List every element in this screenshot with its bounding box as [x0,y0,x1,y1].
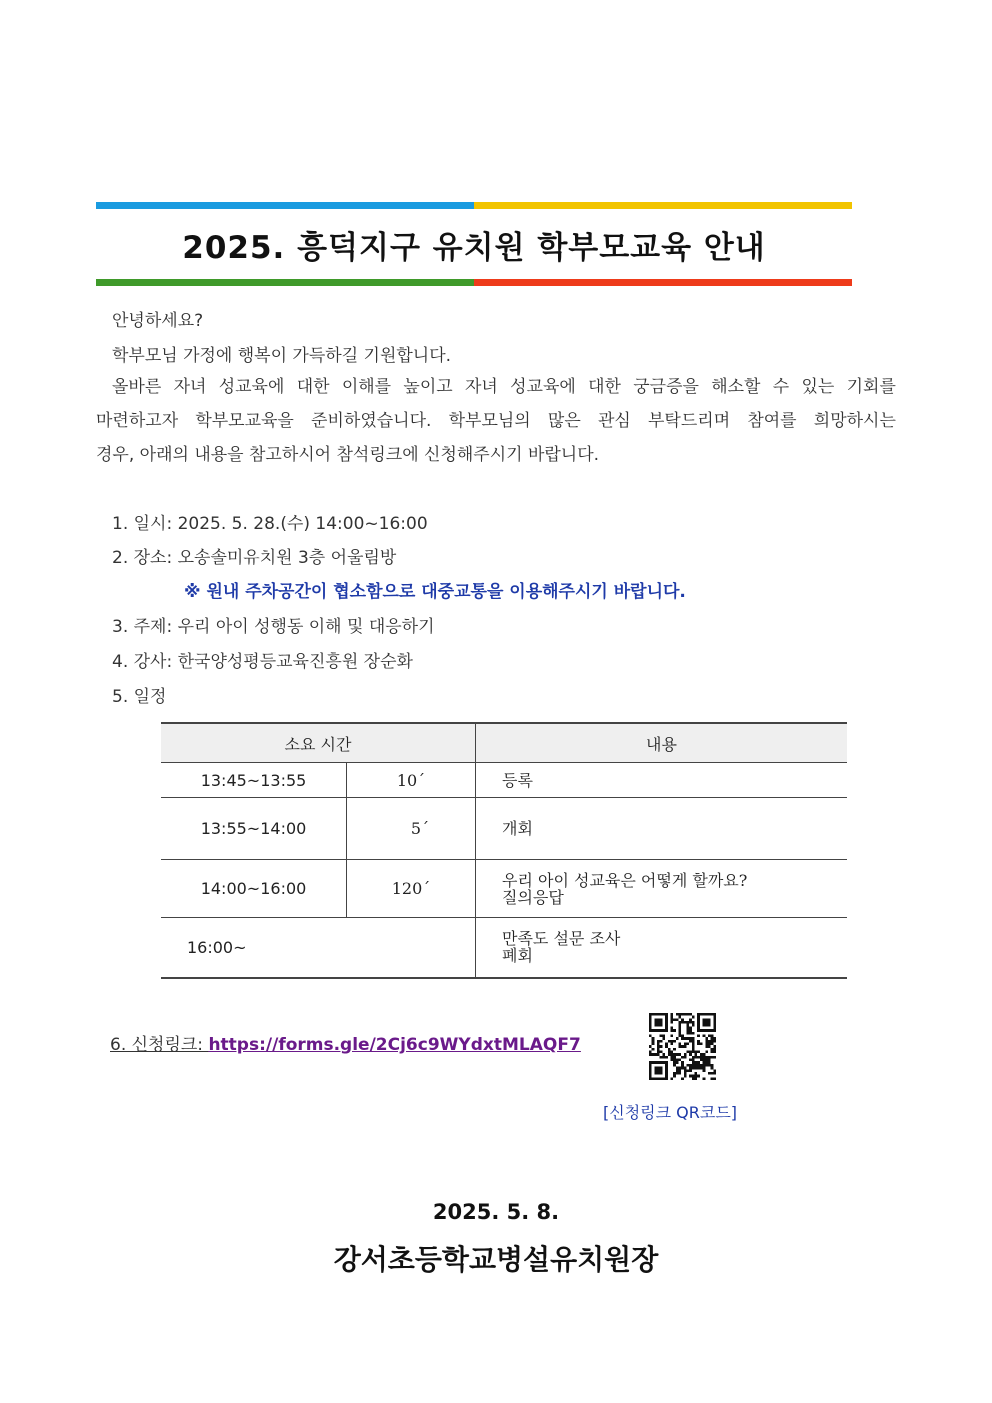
row-time: 13:55~14:00 [161,798,347,860]
item-speaker: 4. 강사: 한국양성평등교육진흥원 장순화 [112,652,413,672]
parking-notice: ※ 원내 주차공간이 협소함으로 대중교통을 이용해주시기 바랍니다. [184,582,686,602]
paragraph-word: 참여를 [747,411,797,431]
paragraph-word: 성교육에 [510,377,576,397]
paragraph-word: 부탁드리며 [648,411,731,431]
wish-text: 학부모님 가정에 행복이 가득하길 기원합니다. [112,346,452,366]
row-content [476,860,848,918]
bar-yellow-segment [474,202,852,209]
row-content [476,798,848,860]
paragraph-word: 학부모님의 [448,411,531,431]
paragraph-word: 마련하고자 [96,411,179,431]
paragraph-line-1 [96,370,896,404]
table-header-row [161,723,847,763]
content-line: 개회 [502,819,533,838]
registration-link-label: 6. 신청링크: [110,1035,209,1055]
page-title: 2025. 흥덕지구 유치원 학부모교육 안내 [182,230,766,266]
paragraph-word: 궁금증을 [633,377,699,397]
bar-green-segment [96,279,474,286]
qr-caption: [신청링크 QR코드] [603,1103,738,1122]
row-duration: 5´ [347,798,476,860]
table-row [161,763,847,798]
paragraph-word: 경우, 아래의 내용을 참고하시어 참석링크에 신청해주시기 바랍니다. [96,445,600,465]
content-line: 등록 [502,770,533,790]
row-duration: 10´ [347,763,476,798]
paragraph-word: 수 [772,377,790,397]
bar-red-segment [474,279,852,286]
row-duration: 120´ [347,860,476,918]
paragraph-word: 성교육에 [218,377,285,397]
header-top-bar [96,202,852,209]
table-row [161,860,847,918]
content-line: 우리 아이 성교육은 어떻게 할까요? [502,870,748,890]
bar-blue-segment [96,202,474,209]
schedule-table [161,722,847,979]
row-time: 13:45~13:55 [161,763,347,798]
header-duration: 소요 시간 [161,723,476,763]
paragraph-line-3 [96,438,896,472]
paragraph-word: 많은 [547,411,581,431]
paragraph-word: 대한 [296,377,330,397]
paragraph-line-2 [96,404,896,438]
paragraph-word: 이해를 [341,377,392,397]
paragraph-word: 관심 [597,411,631,431]
paragraph-word: 올바른 [112,377,162,397]
row-content [476,918,848,978]
registration-link[interactable]: https://forms.gle/2Cj6c9WYdxtMLAQF7 [208,1035,581,1055]
paragraph-word: 대한 [588,377,621,397]
signature: 강서초등학교병설유치원장 [333,1243,659,1276]
greeting: 안녕하세요? [112,311,204,331]
row-time: 16:00~ [161,918,476,978]
table-row [161,918,847,978]
header-content: 내용 [476,723,848,763]
content-line: 만족도 설문 조사 [502,929,621,949]
paragraph-word: 희망하시는 [813,411,896,431]
registration-link-line [110,1030,581,1055]
intro-paragraph [96,370,896,472]
paragraph-word: 기회를 [846,377,896,397]
paragraph-word: 있는 [801,377,835,397]
row-time: 14:00~16:00 [161,860,347,918]
table-row [161,798,847,860]
item-topic: 3. 주제: 우리 아이 성행동 이해 및 대응하기 [112,617,435,637]
paragraph-word: 높이고 [403,377,453,397]
paragraph-word: 학부모교육을 [195,411,294,431]
item-date: 1. 일시: 2025. 5. 28.(수) 14:00~16:00 [112,514,428,534]
content-line: 폐회 [502,946,533,966]
qr-code-icon [649,1013,716,1080]
document-date: 2025. 5. 8. [432,1200,560,1224]
content-line: 질의응답 [502,887,564,907]
header-bottom-bar [96,279,852,286]
row-content [476,763,848,798]
paragraph-word: 준비하였습니다. [311,411,432,431]
paragraph-word: 해소할 [711,377,761,397]
item-schedule: 5. 일정 [112,687,167,707]
paragraph-word: 자녀 [173,377,207,397]
paragraph-word: 자녀 [464,377,498,397]
item-place: 2. 장소: 오송솔미유치원 3층 어울림방 [112,548,397,568]
